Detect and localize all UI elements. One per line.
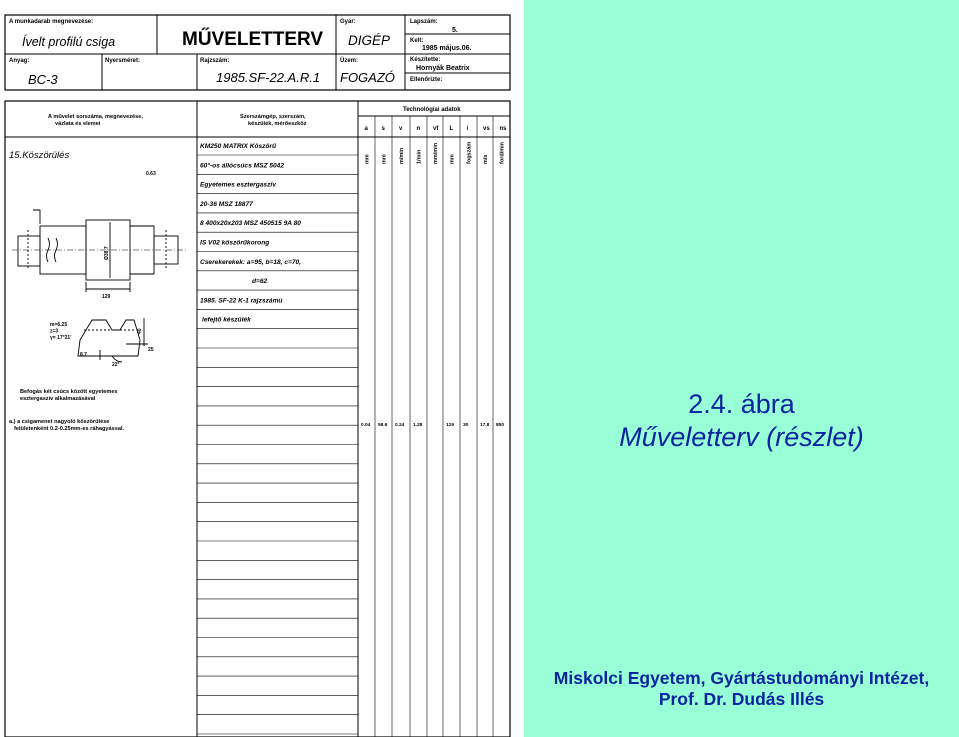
raw-size-label: Nyersméret: (105, 58, 141, 64)
worm-profile-sketch (78, 318, 148, 362)
tool-item: IS V02 köszörűkorong (200, 239, 270, 247)
tech-value: 1.28 (413, 423, 423, 428)
page-label: Lapszám: (410, 19, 438, 25)
footer-institution: Miskolci Egyetem, Gyártástudományi Intézet, (553, 668, 930, 688)
drawing-number: 1985.SF-22.A.R.1 (216, 70, 321, 85)
tool-item: lefejtő készülék (202, 316, 251, 324)
tech-value: 30 (463, 423, 469, 428)
dim-diameter: Ø38.7 (104, 246, 110, 260)
plant-label: Üzem: (340, 58, 359, 64)
drawing-label: Rajzszám: (200, 58, 230, 64)
unit-label: mm (381, 154, 388, 164)
doc-title: MŰVELETTERV (182, 29, 324, 50)
footer-author: Prof. Dr. Dudás Illés (658, 689, 825, 709)
figure-number: 2.4. ábra (688, 389, 795, 419)
page-number: 5. (452, 27, 458, 34)
param-header: L (449, 126, 454, 132)
tech-data-header: Technológiai adatok (403, 107, 461, 113)
dim-22-deg: 22° (112, 362, 120, 368)
tech-value: 0.24 (395, 423, 405, 428)
tool-item: d=62 (252, 278, 268, 286)
figure-title: Műveletterv (részlet) (619, 422, 864, 452)
prepared-label: Készítette: (410, 57, 441, 63)
factory: DIGÉP (348, 33, 391, 48)
tool-item: Egyetemes esztergaszív (200, 181, 276, 189)
param-header: n (416, 126, 421, 132)
param-header: ns (499, 126, 507, 132)
dim-063: 0.63 (146, 171, 156, 177)
date-label: Kelt: (410, 38, 424, 44)
part-name: Ívelt profilú csiga (22, 35, 116, 49)
tool-item: Cserekerekek: a=95, b=18, c=70, (200, 258, 302, 266)
param-header: vs (483, 126, 490, 132)
param-header: i (466, 126, 469, 132)
shaft-sketch (12, 210, 186, 292)
tool-item: 60°-os állócsúcs MSZ 5042 (200, 162, 284, 170)
figure-caption (524, 388, 959, 454)
tool-item: 1985. SF-22 K-1 rajzszámú (200, 297, 283, 305)
tool-item: 8 400x20x203 MSZ 450515 9A 80 (200, 220, 301, 228)
gear-parameter: m=6.25 (50, 322, 68, 328)
date: 1985 május.06. (422, 45, 472, 52)
tool-item: KM250 MATRIX Köszörű (200, 143, 277, 150)
unit-label: fogszám (466, 141, 473, 164)
unit-label: ford/min (499, 142, 506, 164)
param-header: s (381, 126, 385, 132)
factory-label: Gyár: (340, 19, 356, 25)
unit-label: m/min (399, 147, 405, 164)
gear-parameter: γ= 17°21' (50, 335, 72, 341)
clamping-note: Befogás két csúcs között egyetemes esztergaszív alkalmazásával (20, 389, 118, 402)
tech-value: 58.9 (378, 423, 388, 428)
plant: FOGAZÓ (340, 70, 395, 85)
unit-label: mm (449, 154, 456, 164)
unit-label: mm (364, 154, 371, 164)
tech-value: 17.8 (480, 423, 490, 428)
material-label: Anyag: (9, 58, 30, 64)
param-header: vf (433, 126, 439, 132)
unit-label: 1/min (416, 149, 423, 164)
unit-label: mm/min (433, 142, 439, 164)
checked-label: Ellenőrizte: (410, 77, 443, 83)
dim-8-7: 8.7 (80, 352, 87, 358)
dim-129: 129 (102, 294, 111, 300)
param-header: v (399, 126, 403, 132)
dim-25: 25 (148, 347, 154, 353)
tech-value: 129 (446, 423, 455, 428)
unit-label: m/s (483, 154, 489, 164)
operation-name: 15.Köszörülés (9, 150, 70, 161)
tool-item: 20-36 MSZ 18877 (200, 200, 253, 208)
prepared-by: Hornyák Beatrix (416, 65, 470, 72)
material: BC-3 (28, 72, 58, 87)
tools-header: Szerszámgép, szerszám, készülék, mérőeszköz (240, 114, 307, 127)
operation-step-a: a.) a csigamenet nagyoló köszörülése felületenként 0.2-0.25mm-es ráhagyással. (9, 419, 125, 432)
footer (524, 668, 959, 710)
gear-parameter: z=3 (50, 328, 59, 335)
dim-40: 40 (137, 328, 143, 334)
tech-value: 850 (496, 423, 505, 428)
tech-value: 0.04 (361, 423, 371, 428)
param-header: a (364, 126, 368, 132)
operation-header: A művelet sorszáma, megnevezése, vázlata és elemei (48, 114, 143, 127)
part-name-label: A munkadarab megnevezése: (9, 19, 94, 25)
